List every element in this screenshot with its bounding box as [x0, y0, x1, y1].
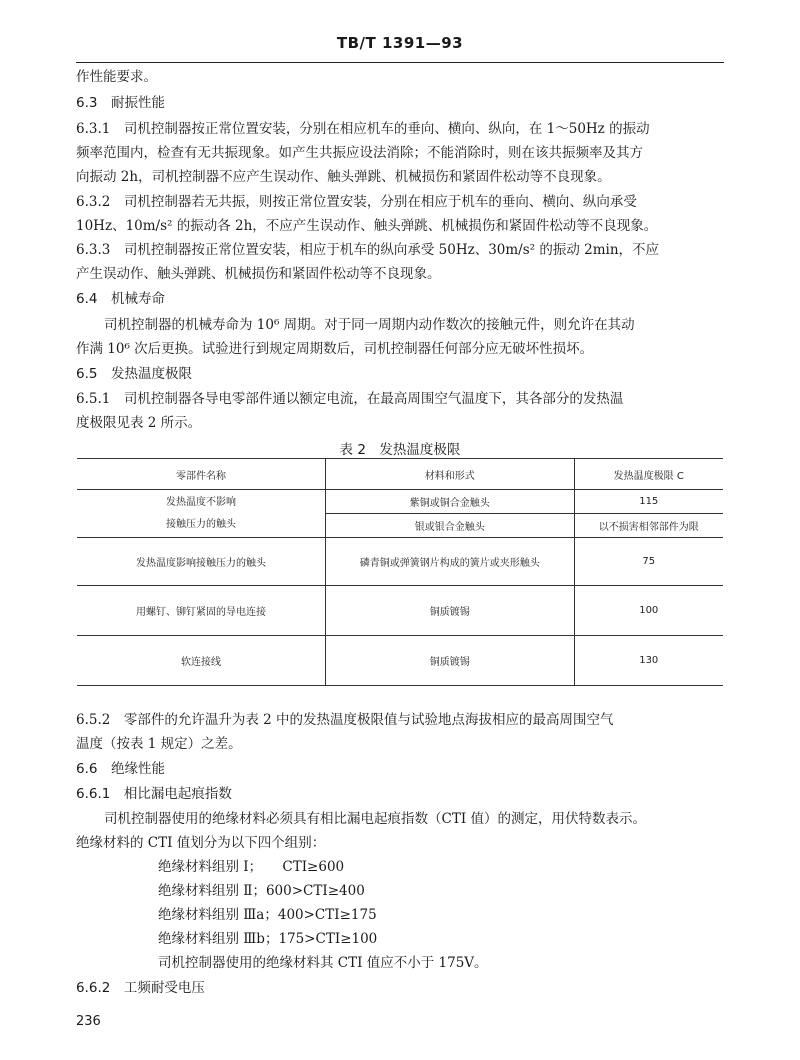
text-line: 绝缘材料组别 Ⅱ；600>CTI≥400	[158, 883, 365, 899]
text-line: 绝缘材料组别 Ⅲa；400>CTI≥175	[158, 907, 377, 923]
table-row	[77, 586, 723, 636]
text-line: 产生误动作、触头弹跳、机械损伤和紧固件松动等不良现象。	[76, 266, 441, 282]
section-heading: 6.6.2 工频耐受电压	[76, 980, 205, 996]
table-cell-material: 铜质镀锡	[325, 636, 574, 686]
text-line: 10Hz、10m/s² 的振动各 2h，不应产生误动作、触头弹跳、机械损伤和紧固件松动等不良现象。	[76, 218, 658, 234]
text-line: 绝缘材料的 CTI 值划分为以下四个组别：	[76, 835, 326, 851]
text-line: 向振动 2h，司机控制器不应产生误动作、触头弹跳、机械损伤和紧固件松动等不良现象。	[76, 169, 611, 185]
table-cell-part-line: 发热温度不影响	[165, 496, 236, 508]
table-cell-part: 发热温度影响接触压力的触头	[77, 538, 325, 586]
page-number: 236	[76, 1014, 101, 1029]
table-cell-value: 115	[574, 490, 723, 514]
temperature-limit-table	[77, 458, 723, 686]
table-cell-material: 磷青铜或弹簧钢片构成的簧片或夹形触头	[325, 538, 574, 586]
section-heading: 6.3 耐振性能	[76, 95, 165, 111]
table-row	[77, 538, 723, 586]
text-line: 温度（按表 1 规定）之差。	[76, 736, 242, 752]
table-row	[77, 490, 723, 514]
table-cell-value: 以不损害相邻部件为限	[574, 514, 723, 538]
text-line: 度极限见表 2 所示。	[76, 415, 202, 431]
table-cell-material: 银或银合金触头	[325, 514, 574, 538]
text-line: 司机控制器使用的绝缘材料其 CTI 值应不小于 175V。	[158, 955, 488, 971]
text-line: 6.3.1 司机控制器按正常位置安装，分别在相应机车的垂向、横向、纵向，在 1～50Hz 的振动	[76, 121, 650, 137]
table-cell-part-line: 接触压力的触头	[165, 518, 236, 530]
table-cell-part: 软连接线	[77, 636, 325, 686]
table-header-cell: 发热温度极限 C	[574, 459, 723, 490]
section-heading: 6.6.1 相比漏电起痕指数	[76, 786, 232, 802]
header-rule	[76, 62, 724, 63]
table-cell-material: 紫铜或铜合金触头	[325, 490, 574, 514]
text-line: 作性能要求。	[76, 69, 157, 85]
text-line: 司机控制器的机械寿命为 10⁶ 周期。对于同一周期内动作数次的接触元件，则允许在其动	[104, 317, 635, 333]
table-cell-part: 用螺钉、铆钉紧固的导电连接	[77, 586, 325, 636]
text-line: 6.5.1 司机控制器各导电零部件通以额定电流，在最高周围空气温度下，其各部分的发热温	[76, 391, 624, 407]
table-row	[77, 636, 723, 686]
page-header: TB/T 1391—93	[336, 34, 464, 52]
text-line: 频率范围内，检查有无共振现象。如产生共振应设法消除；不能消除时，则在该共振频率及其方	[76, 145, 643, 161]
text-line: 6.5.2 零部件的允许温升为表 2 中的发热温度极限值与试验地点海拔相应的最高周围空气	[76, 712, 614, 728]
text-line: 绝缘材料组别 Ⅰ； CTI≥600	[158, 859, 345, 875]
table-header-cell: 材料和形式	[325, 459, 574, 490]
text-line: 司机控制器使用的绝缘材料必须具有相比漏电起痕指数（CTI 值）的测定，用伏特数表示。	[104, 811, 646, 827]
table-cell-value: 100	[574, 586, 723, 636]
table-header-row	[77, 459, 723, 490]
table-cell-part	[77, 490, 325, 538]
text-line: 6.3.2 司机控制器若无共振，则按正常位置安装，分别在相应于机车的垂向、横向、纵向承受	[76, 194, 637, 210]
table-header-cell: 零部件名称	[77, 459, 325, 490]
text-line: 作满 10⁶ 次后更换。试验进行到规定周期数后，司机控制器任何部分应无破坏性损坏。	[76, 341, 594, 357]
text-line: 绝缘材料组别 Ⅲb；175>CTI≥100	[158, 931, 378, 947]
table-caption: 表 2 发热温度极限	[339, 442, 461, 458]
text-line: 6.3.3 司机控制器按正常位置安装，相应于机车的纵向承受 50Hz、30m/s² 的振动 2min，不应	[76, 242, 660, 258]
section-heading: 6.5 发热温度极限	[76, 366, 192, 382]
table-cell-value: 130	[574, 636, 723, 686]
table-cell-material: 铜质镀锡	[325, 586, 574, 636]
section-heading: 6.6 绝缘性能	[76, 761, 165, 777]
table-cell-value: 75	[574, 538, 723, 586]
section-heading: 6.4 机械寿命	[76, 291, 165, 307]
